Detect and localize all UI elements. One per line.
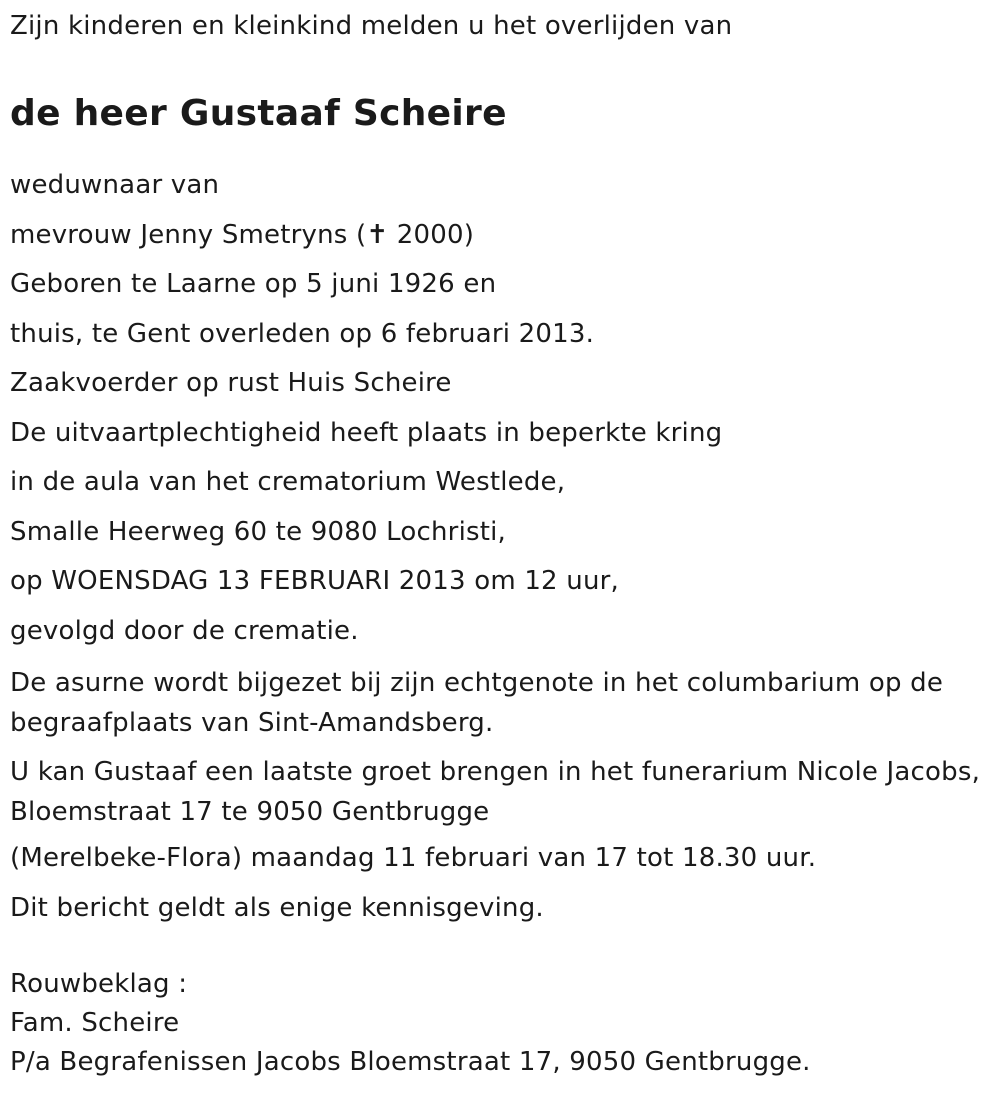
- notice-body: [10, 168, 985, 925]
- death-notice: [10, 0, 985, 1082]
- condolences-block: [10, 965, 985, 1082]
- notice-line: op WOENSDAG 13 FEBRUARI 2013 om 12 uur,: [10, 566, 619, 596]
- notice-line: Smalle Heerweg 60 te 9080 Lochristi,: [10, 516, 507, 547]
- notice-line: De uitvaartplechtigheid heeft plaats in beperkte kring: [10, 417, 723, 448]
- notice-line: De asurne wordt bijgezet bij zijn echtgenote in het columbarium op de begraafplaats van Sint-Amandsberg.: [10, 668, 944, 738]
- notice-line: U kan Gustaaf een laatste groet brengen in het funerarium Nicole Jacobs, Bloemstraat 17 te 9050 Gentbrugge: [10, 757, 981, 827]
- notice-line: thuis, te Gent overleden op 6 februari 2013.: [10, 318, 595, 349]
- notice-intro: Zijn kinderen en kleinkind melden u het overlijden van: [10, 11, 733, 41]
- deceased-name: de heer Gustaaf Scheire: [10, 93, 507, 134]
- notice-line: mevrouw Jenny Smetryns (✝ 2000): [10, 219, 475, 250]
- notice-line: Zaakvoerder op rust Huis Scheire: [10, 368, 452, 398]
- notice-line: gevolgd door de crematie.: [10, 615, 359, 646]
- notice-line: Geboren te Laarne op 5 juni 1926 en: [10, 269, 497, 299]
- notice-line: weduwnaar van: [10, 170, 220, 200]
- notice-line: (Merelbeke-Flora) maandag 11 februari van 17 tot 18.30 uur.: [10, 843, 817, 873]
- notice-line: in de aula van het crematorium Westlede,: [10, 467, 566, 497]
- notice-line: Dit bericht geldt als enige kennisgeving.: [10, 892, 544, 923]
- condolences-label: Rouwbeklag :: [10, 968, 188, 999]
- condolences-family: Fam. Scheire: [10, 1007, 180, 1038]
- condolences-address: P/a Begrafenissen Jacobs Bloemstraat 17, 9050 Gentbrugge.: [10, 1046, 811, 1077]
